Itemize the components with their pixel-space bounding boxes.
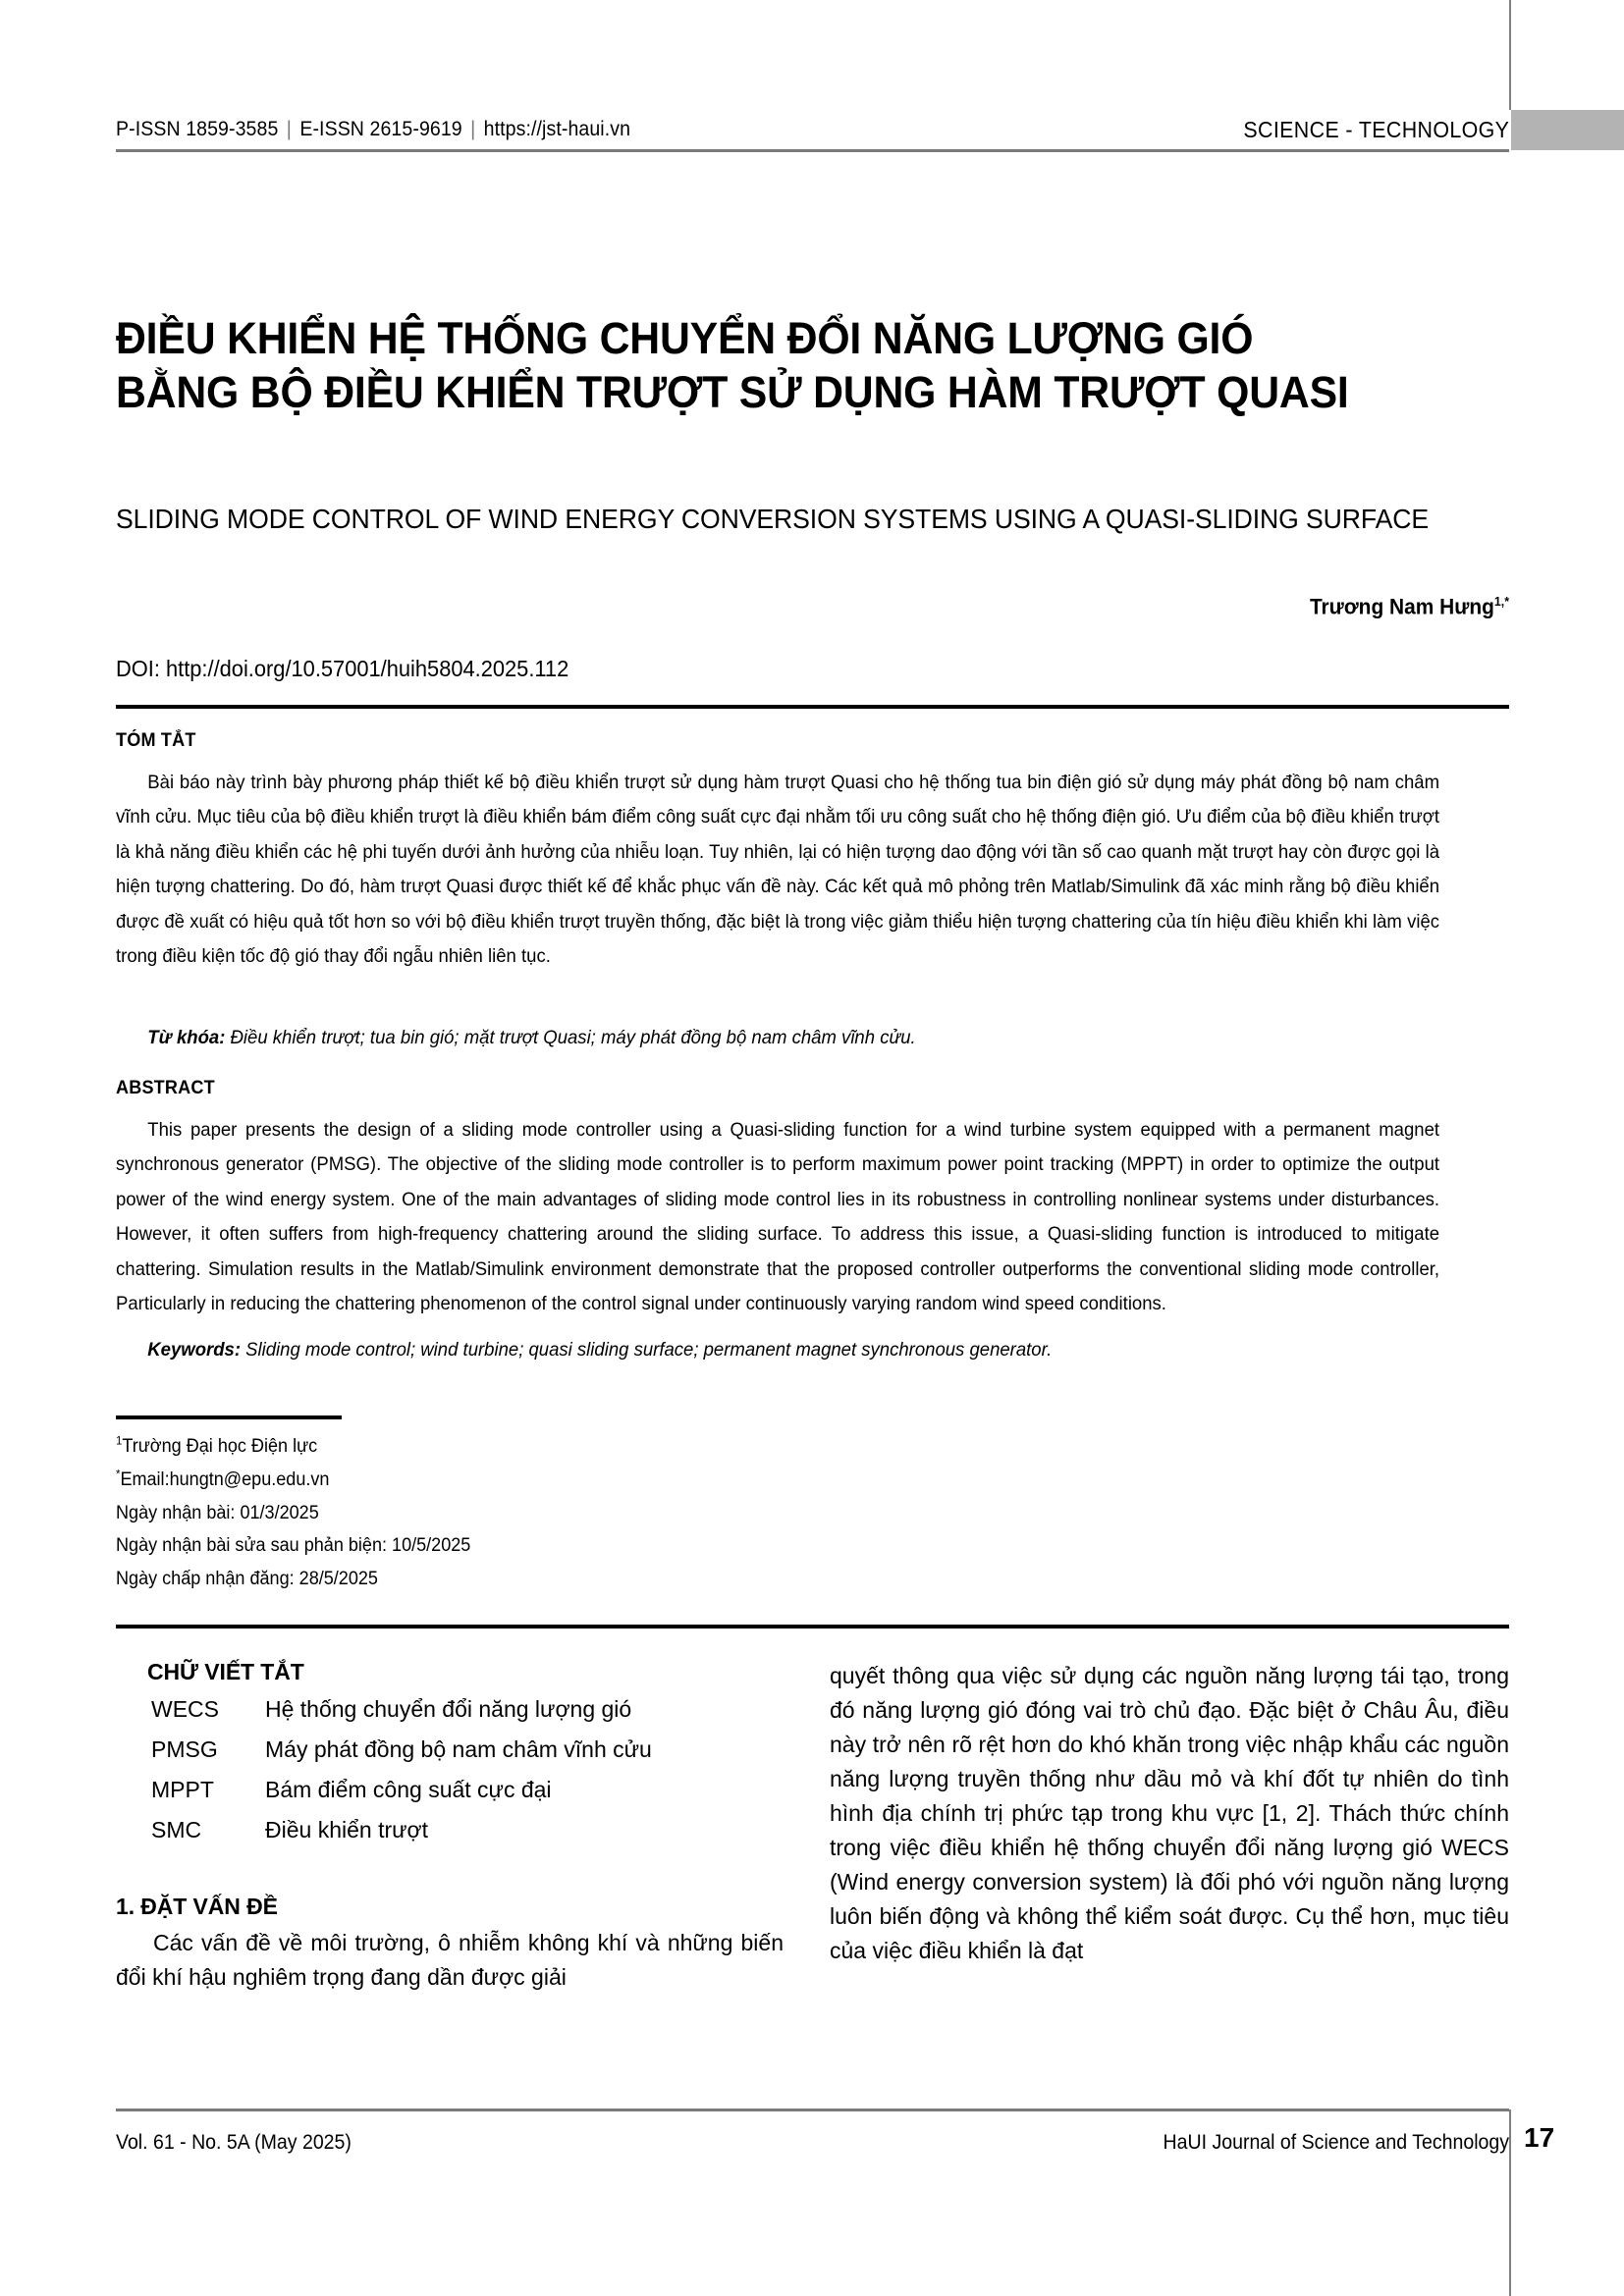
abstract-top-rule (116, 705, 1509, 709)
page-number: 17 (1524, 2122, 1555, 2153)
table-row (151, 1810, 652, 1850)
running-head-separator-2: | (470, 118, 476, 140)
keywords-english-value: Sliding mode control; wind turbine; quasi sliding surface; permanent magnet synchronous generator. (245, 1339, 1053, 1361)
footnote-affiliation (116, 1430, 470, 1464)
header-gray-block (1511, 110, 1624, 150)
article-title-vietnamese (116, 312, 1440, 420)
abbreviation-value: Máy phát đồng bộ nam châm vĩnh cửu (265, 1736, 652, 1763)
page-border-vertical-rule-bottom (1509, 2109, 1511, 2296)
doi-line[interactable]: DOI: http://doi.org/10.57001/huih5804.2025.112 (116, 656, 569, 681)
section-1-heading: 1. ĐẶT VẤN ĐỀ (116, 1894, 278, 1920)
body-column-left (116, 1659, 784, 1995)
abstract-vietnamese-paragraph: Bài báo này trình bày phương pháp thiết kế bộ điều khiển trượt sử dụng hàm trượt Quasi cho hệ thống tua bin điện gió sử dụng máy phát đồng bộ nam châm vĩnh cửu. Mục tiêu của bộ điều khiển trượt là điều khiển bám điểm công suất cực đại nhằm tối ưu công suất cho hệ thống điện gió. Ưu điểm của bộ điều khiển trượt là khả năng điều khiển các hệ phi tuyến dưới ảnh hưởng của nhiễu loạn. Tuy nhiên, lại có hiện tượng dao động với tần số cao quanh mặt trượt hay còn được gọi là hiện tượng chattering. Do đó, hàm trượt Quasi được thiết kế để khắc phục vấn đề này. Các kết quả mô phỏng trên Matlab/Simulink đã xác minh rằng bộ điều khiển được đề xuất có hiệu quả tốt hơn so với bộ điều khiển trượt truyền thống, đặc biệt là trong việc giảm thiểu hiện tượng chattering của tín hiệu điều khiển khi làm việc trong điều kiện tốc độ gió thay đổi ngẫu nhiên liên tục. (116, 772, 1440, 968)
abbreviation-value: Điều khiển trượt (265, 1817, 428, 1843)
abbreviation-key: WECS (151, 1696, 219, 1722)
running-head-section: SCIENCE - TECHNOLOGY (1243, 116, 1509, 142)
running-head-identifiers (116, 118, 630, 141)
table-row (151, 1689, 652, 1730)
body-top-rule (116, 1625, 1509, 1629)
page-border-vertical-rule-top (1509, 0, 1511, 110)
abbreviation-key: SMC (151, 1817, 202, 1843)
author-affiliation-marks: 1,* (1493, 594, 1509, 609)
keywords-vietnamese-value: Điều khiển trượt; tua bin gió; mặt trượt Quasi; máy phát đồng bộ nam châm vĩnh cửu. (230, 1027, 916, 1048)
abbreviation-key: MPPT (151, 1777, 214, 1803)
keywords-english (116, 1339, 1439, 1362)
e-issn: E-ISSN 2615-9619 (299, 118, 462, 140)
article-title-vietnamese-line-2: BẰNG BỘ ĐIỀU KHIỂN TRƯỢT SỬ DỤNG HÀM TRƯỢT QUASI (116, 366, 1349, 417)
footnote-email-text[interactable]: Email:hungtn@epu.edu.vn (120, 1468, 330, 1490)
table-row (151, 1730, 652, 1770)
footnote-affiliation-mark: 1 (116, 1433, 123, 1448)
running-head (116, 108, 1509, 151)
abstract-english-body (116, 1113, 1439, 1322)
journal-url[interactable]: https://jst-haui.vn (483, 118, 631, 140)
author-line (186, 594, 1509, 619)
abbreviations-table-body (151, 1689, 652, 1850)
footnote-block (116, 1430, 470, 1596)
footer-journal-name: HaUI Journal of Science and Technology (1163, 2131, 1509, 2154)
running-head-separator-1: | (286, 118, 292, 140)
abstract-english-heading: ABSTRACT (116, 1078, 215, 1098)
abbreviation-key: PMSG (151, 1736, 218, 1763)
running-head-rule (116, 149, 1509, 152)
footnote-email-mark: * (116, 1467, 121, 1481)
table-row (151, 1770, 652, 1810)
footer-rule (116, 2109, 1509, 2111)
abbreviations-heading: CHỮ VIẾT TẮT (147, 1659, 304, 1684)
footer-volume-info: Vol. 61 - No. 5A (May 2025) (116, 2131, 352, 2154)
keywords-vietnamese-label: Từ khóa: (147, 1027, 226, 1048)
article-title-english: SLIDING MODE CONTROL OF WIND ENERGY CONVERSION SYSTEMS USING A QUASI-SLIDING SURFACE (116, 504, 1430, 534)
body-column-right (830, 1659, 1509, 1968)
abstract-english-paragraph: This paper presents the design of a sliding mode controller using a Quasi-sliding function for a wind turbine system equipped with a permanent magnet synchronous generator (PMSG). The objective of the sliding mode controller is to perform maximum power point tracking (MPPT) in order to optimize the output power of the wind energy system. One of the main advantages of sliding mode control lies in its robustness in controlling nonlinear systems under disturbances. However, it often suffers from high-frequency chattering around the sliding surface. To address this issue, a Quasi-sliding function is introduced to mitigate chattering. Simulation results in the Matlab/Simulink environment demonstrate that the proposed controller outperforms the conventional sliding mode controller, Particularly in reducing the chattering phenomenon of the control signal under continuously varying random wind speed conditions. (116, 1119, 1440, 1315)
section-1-paragraph-left: Các vấn đề về môi trường, ô nhiễm không khí và những biến đổi khí hậu nghiêm trọng đang dần được giải (116, 1930, 784, 1991)
keywords-vietnamese (116, 1027, 1439, 1049)
footnote-accepted-date: Ngày chấp nhận đăng: 28/5/2025 (116, 1569, 378, 1590)
p-issn: P-ISSN 1859-3585 (116, 118, 279, 140)
footnote-affiliation-text: Trường Đại học Điện lực (122, 1436, 318, 1457)
section-1-paragraph-right: quyết thông qua việc sử dụng các nguồn năng lượng tái tạo, trong đó năng lượng gió đóng vai trò chủ đạo. Đặc biệt ở Châu Âu, điều này trở nên rõ rệt hơn do khó khăn trong việc nhập khẩu các nguồn năng lượng truyền thống như dầu mỏ và khí đốt tự nhiên do tình hình địa chính trị phức tạp trong khu vực [1, 2]. Thách thức chính trong việc điều khiển hệ thống chuyển đổi năng lượng gió WECS (Wind energy conversion system) là đối phó với nguồn năng lượng luôn biến động và không thể kiểm soát được. Cụ thể hơn, mục tiêu của việc điều khiển là đạt (830, 1663, 1509, 1963)
abstract-vietnamese-heading: TÓM TẮT (116, 730, 196, 751)
abbreviation-value: Bám điểm công suất cực đại (265, 1777, 552, 1803)
section-spacer (116, 1850, 784, 1894)
abbreviation-value: Hệ thống chuyển đổi năng lượng gió (265, 1696, 632, 1722)
abbreviations-table (151, 1689, 652, 1850)
author-name: Trương Nam Hưng (1309, 594, 1494, 619)
footnote-email (116, 1464, 470, 1497)
footnote-separator-rule (116, 1415, 342, 1419)
footnote-received-date: Ngày nhận bài: 01/3/2025 (116, 1502, 319, 1523)
abstract-vietnamese-body (116, 766, 1439, 975)
article-title-vietnamese-line-1: ĐIỀU KHIỂN HỆ THỐNG CHUYỂN ĐỔI NĂNG LƯỢNG GIÓ (116, 313, 1254, 363)
page-footer (116, 2118, 1509, 2167)
keywords-english-label: Keywords: (147, 1339, 242, 1361)
footnote-revised-date: Ngày nhận bài sửa sau phản biện: 10/5/2025 (116, 1535, 471, 1557)
